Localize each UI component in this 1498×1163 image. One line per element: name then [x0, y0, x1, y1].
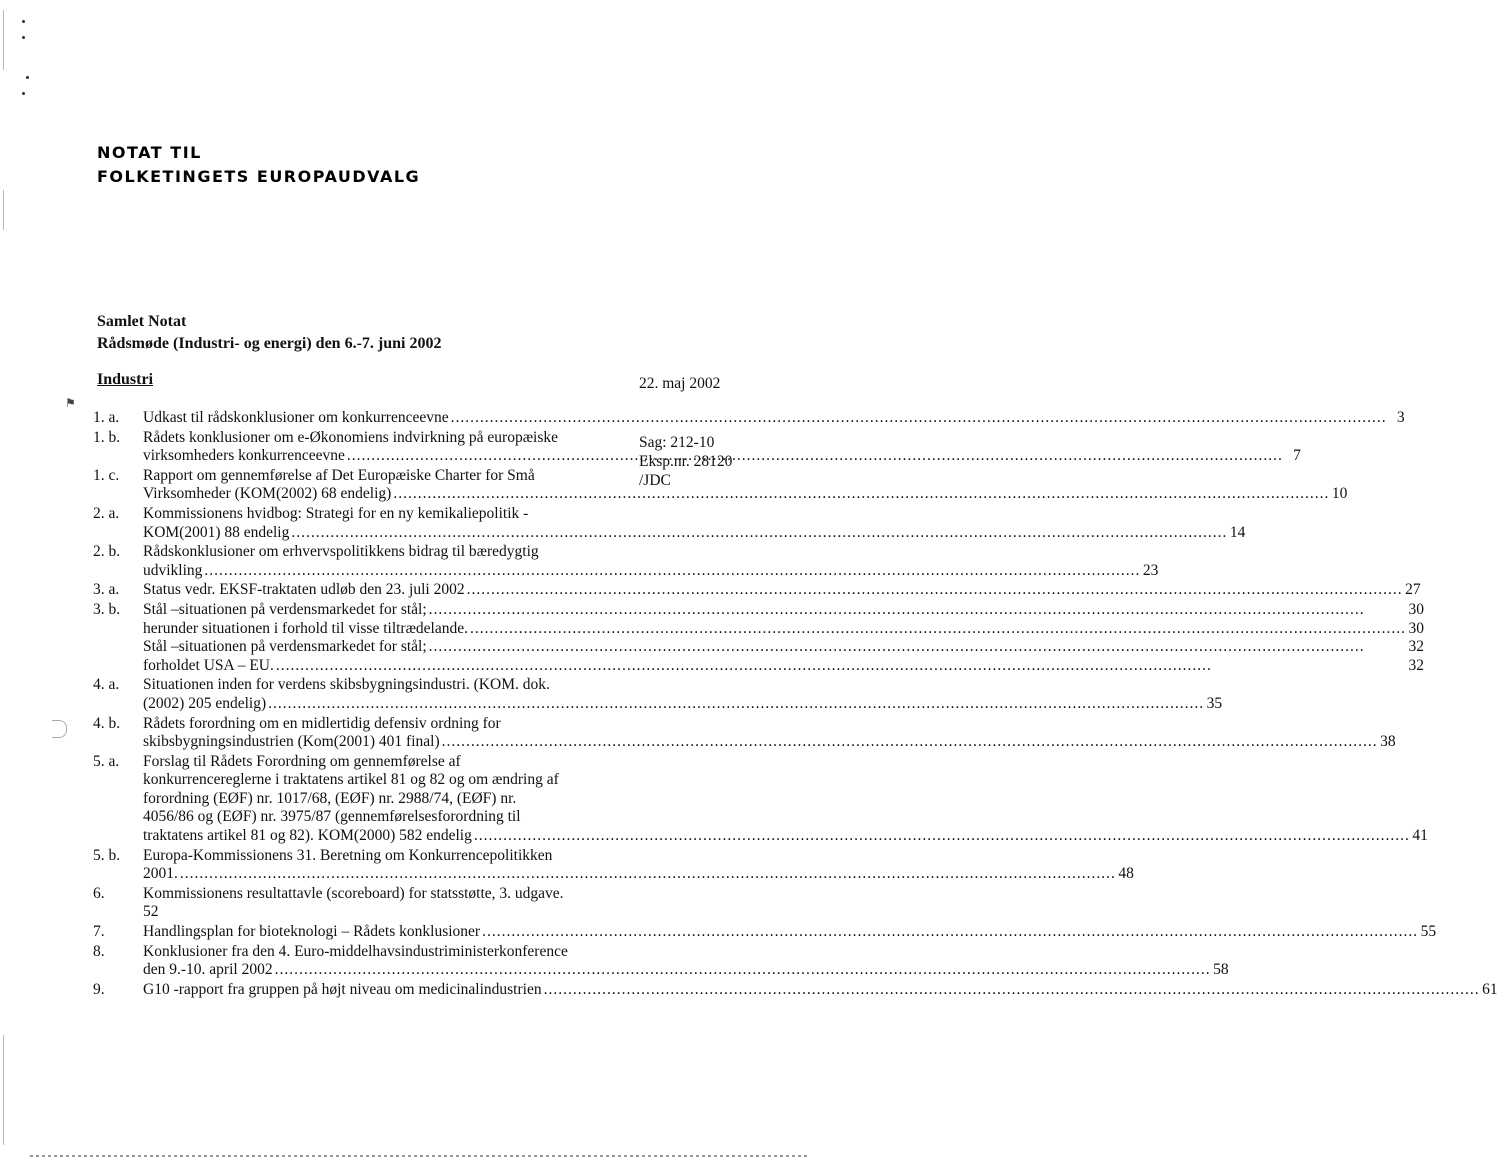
- toc-leader-dots: [275, 961, 1211, 980]
- punch-dot: [22, 92, 25, 95]
- toc-entry-body: [143, 847, 1134, 884]
- header-line-1: NOTAT TIL: [97, 143, 202, 162]
- toc-entry: [93, 714, 1396, 752]
- toc-entry-body: [143, 581, 1421, 600]
- toc-entry-number: 2. b.: [93, 543, 121, 561]
- toc-line-text: Situationen inden for verdens skibsbygningsindustri. (KOM. dok.: [143, 676, 550, 694]
- toc-entry-body: [143, 885, 613, 922]
- toc-entry-number: 3. a.: [93, 581, 120, 599]
- toc-line: [143, 543, 1158, 562]
- toc-line: [143, 524, 1245, 543]
- toc-entry: [93, 923, 1437, 942]
- toc-page-number: 55: [1420, 923, 1437, 941]
- punch-dot: [22, 20, 25, 23]
- toc-leader-dots: [429, 638, 1406, 657]
- toc-line-text: Europa-Kommissionens 31. Beretning om Konkurrencepolitikken: [143, 846, 553, 864]
- toc-line-text: Konklusioner fra den 4. Euro-middelhavsindustriministerkonference: [143, 942, 568, 960]
- toc-page-number: 30: [1408, 619, 1425, 637]
- toc-entry-number: 4. b.: [93, 714, 121, 732]
- toc-entry-number: 4. a.: [93, 676, 120, 694]
- toc-line-text: Rådskonklusioner om erhvervspolitikkens bidrag til bæredygtig: [143, 543, 539, 561]
- toc-leader-dots: [180, 865, 1116, 884]
- toc-line-text: herunder situationen i forhold til visse tiltrædelande.: [143, 619, 469, 637]
- toc-line: [143, 943, 1229, 962]
- toc-line-text: 52: [143, 903, 159, 921]
- toc-leader-dots: [393, 485, 1329, 504]
- toc-entry-number: 8.: [93, 942, 105, 960]
- toc-leader-dots: [276, 657, 1406, 676]
- toc-line: [143, 467, 1347, 486]
- toc-line-text: Udkast til rådskonklusioner om konkurrenceevne: [143, 409, 449, 426]
- toc-line-text: forordning (EØF) nr. 1017/68, (EØF) nr. 2988/74, (EØF) nr.: [143, 789, 517, 807]
- punch-dot: [26, 76, 29, 79]
- toc-line-text: Stål –situationen på verdensmarkedet for stål;: [143, 638, 427, 656]
- toc-line-text: traktatens artikel 81 og 82). KOM(2000) 582 endelig: [143, 827, 472, 845]
- toc-leader-dots: [429, 601, 1406, 620]
- toc-entry: [93, 885, 613, 922]
- toc-leader-dots: [544, 981, 1480, 1000]
- toc-page-number: 32: [1408, 638, 1425, 656]
- toc-entry-body: [143, 429, 1301, 466]
- toc-line: [143, 601, 1424, 620]
- toc-entry-body: [143, 923, 1436, 942]
- toc-entry-number: 1. a.: [93, 409, 120, 426]
- toc-line: [143, 790, 1428, 809]
- toc-entry-body: [143, 505, 1245, 542]
- toc-line: [143, 657, 1424, 676]
- toc-line: [143, 447, 1301, 466]
- toc-line-text: Status vedr. EKSF-traktaten udløb den 23. juli 2002: [143, 581, 465, 599]
- toc-entry-body: [143, 943, 1229, 980]
- toc-line: [143, 733, 1396, 752]
- toc-line: [143, 847, 1134, 866]
- toc-entry-number: 1. b.: [93, 428, 121, 446]
- subject-line-1: Samlet Notat: [97, 313, 187, 330]
- scan-margin-line: [3, 1035, 4, 1145]
- toc-entry: [93, 942, 1229, 980]
- toc-entry-number: 9.: [93, 980, 105, 998]
- toc-line: [143, 827, 1428, 846]
- toc-page-number: 14: [1229, 523, 1246, 541]
- toc-entry-number: 1. c.: [93, 466, 120, 484]
- toc-line-text: Rådets forordning om en midlertidig defensiv ordning for: [143, 714, 501, 732]
- toc-entry-body: [143, 981, 1498, 1000]
- toc-page-number: 27: [1405, 581, 1421, 599]
- toc-leader-dots: [474, 827, 1410, 846]
- toc-entry: [93, 543, 1159, 580]
- toc-entry-number: 3. b.: [93, 600, 121, 618]
- toc-line-text: KOM(2001) 88 endelig: [143, 523, 290, 541]
- toc-entry-body: [143, 601, 1424, 675]
- scan-margin-line: [3, 190, 4, 230]
- toc-page-number: 38: [1380, 733, 1396, 751]
- toc-line: [143, 638, 1424, 657]
- toc-entry-body: [143, 467, 1347, 504]
- toc-page-number: 48: [1118, 865, 1134, 883]
- toc-line: [143, 485, 1347, 504]
- toc-leader-dots: [291, 524, 1227, 543]
- scan-edge: [30, 1155, 807, 1157]
- toc-line-text: Stål –situationen på verdensmarkedet for stål;: [143, 600, 427, 618]
- document-date: 22. maj 2002: [639, 375, 721, 392]
- toc-entry: [93, 409, 1405, 428]
- toc-page-number: 41: [1412, 827, 1428, 845]
- subject-line-2: Rådsmøde (Industri- og energi) den 6.-7. juni 2002: [97, 335, 442, 352]
- toc-line-text: Rådets konklusioner om e-Økonomiens indvirkning på europæiske: [143, 428, 558, 446]
- toc-line-text: virksomheders konkurrenceevne: [143, 447, 345, 465]
- toc-line-text: Virksomheder (KOM(2002) 68 endelig): [143, 485, 392, 503]
- toc-page-number: 58: [1213, 961, 1229, 979]
- toc-leader-dots: [467, 581, 1403, 600]
- toc-line: [143, 505, 1245, 524]
- toc-entry: [93, 846, 1134, 884]
- toc-entry-number: 2. a.: [93, 504, 120, 522]
- punch-dot: [22, 36, 25, 39]
- toc-line: [143, 808, 1428, 827]
- toc-line-text: forholdet USA – EU.: [143, 656, 274, 674]
- toc-leader-dots: [470, 620, 1406, 639]
- toc-page-number: 10: [1331, 485, 1348, 503]
- toc-line: [143, 771, 1428, 790]
- toc-line: [143, 581, 1421, 600]
- toc-line-text: udvikling: [143, 561, 203, 579]
- toc-line-text: Kommissionens hvidbog: Strategi for en ny kemikaliepolitik -: [143, 504, 529, 522]
- toc-leader-dots: [347, 447, 1283, 466]
- toc-entry-number: 6.: [93, 884, 105, 902]
- toc-page-number: 3: [1396, 409, 1405, 426]
- toc-entry: [93, 676, 1223, 713]
- toc-line: [143, 695, 1222, 714]
- toc-line: [143, 923, 1436, 942]
- toc-page-number: 61: [1482, 980, 1498, 998]
- toc-line: [143, 865, 1134, 884]
- toc-entry-body: [143, 753, 1428, 846]
- toc-entry-body: [143, 676, 1222, 713]
- toc-entry: [93, 752, 1428, 846]
- toc-line: [143, 409, 1405, 428]
- document-header: [97, 141, 420, 189]
- toc-entry-number: 5. b.: [93, 846, 121, 864]
- toc-line: [143, 620, 1424, 639]
- toc-leader-dots: [482, 923, 1418, 942]
- toc-line-text: skibsbygningsindustrien (Kom(2001) 401 final): [143, 733, 440, 751]
- toc-line: [143, 429, 1301, 448]
- toc-leader-dots: [451, 409, 1387, 428]
- toc-line-text: Forslag til Rådets Forordning om gennemførelse af: [143, 752, 461, 770]
- toc-entry-body: [143, 409, 1405, 428]
- toc-line-text: den 9.-10. april 2002: [143, 961, 273, 979]
- toc-line: [143, 981, 1498, 1000]
- toc-line-text: konkurrencereglerne i traktatens artikel 81 og 82 og om ændring af: [143, 771, 559, 789]
- toc-page-number: 7: [1293, 447, 1301, 465]
- toc-leader-dots: [268, 695, 1204, 714]
- case-number: Sag: 212-10: [639, 434, 715, 451]
- toc-line-text: 4056/86 og (EØF) nr. 3975/87 (gennemførelsesforordning til: [143, 808, 521, 826]
- toc-line: [143, 562, 1158, 581]
- toc-line: [143, 903, 613, 922]
- author-initials: /JDC: [639, 472, 671, 489]
- toc-line-text: G10 -rapport fra gruppen på højt niveau om medicinalindustrien: [143, 980, 542, 998]
- toc-line-text: Kommissionens resultattavle (scoreboard) for statsstøtte, 3. udgave.: [143, 884, 564, 902]
- section-heading: Industri: [97, 371, 154, 388]
- header-line-2: FOLKETINGETS EUROPAUDVALG: [97, 167, 421, 186]
- toc-line: [143, 715, 1396, 734]
- toc-entry-number: 5. a.: [93, 752, 120, 770]
- scan-margin-line: [3, 10, 4, 70]
- toc-entry-number: 7.: [93, 923, 105, 941]
- toc-page-number: 23: [1142, 561, 1159, 579]
- toc-line-text: Handlingsplan for bioteknologi – Rådets konklusioner: [143, 923, 481, 941]
- toc-leader-dots: [204, 562, 1140, 581]
- toc-page-number: 35: [1206, 694, 1223, 712]
- toc-line: [143, 753, 1428, 772]
- toc-page-number: 32: [1408, 656, 1425, 674]
- toc-line: [143, 676, 1222, 695]
- toc-entry-body: [143, 715, 1396, 752]
- margin-mark-icon: ⚑: [65, 396, 76, 410]
- toc-line-text: Rapport om gennemførelse af Det Europæiske Charter for Små: [143, 466, 535, 484]
- toc-entry: [93, 600, 1425, 675]
- toc-line: [143, 961, 1229, 980]
- toc-page-number: 30: [1408, 600, 1425, 618]
- toc-leader-dots: [442, 733, 1378, 752]
- margin-bracket-icon: [52, 720, 67, 738]
- toc-entry-body: [143, 543, 1158, 580]
- toc-entry: [93, 504, 1246, 542]
- toc-line-text: (2002) 205 endelig): [143, 694, 267, 712]
- toc-entry: [93, 980, 1498, 1000]
- toc-line: [143, 885, 613, 904]
- dispatch-number: Eksp.nr. 28120: [639, 453, 733, 470]
- toc-entry: [93, 581, 1421, 600]
- document-subject: [97, 311, 441, 355]
- toc-line-text: 2001.: [143, 865, 178, 883]
